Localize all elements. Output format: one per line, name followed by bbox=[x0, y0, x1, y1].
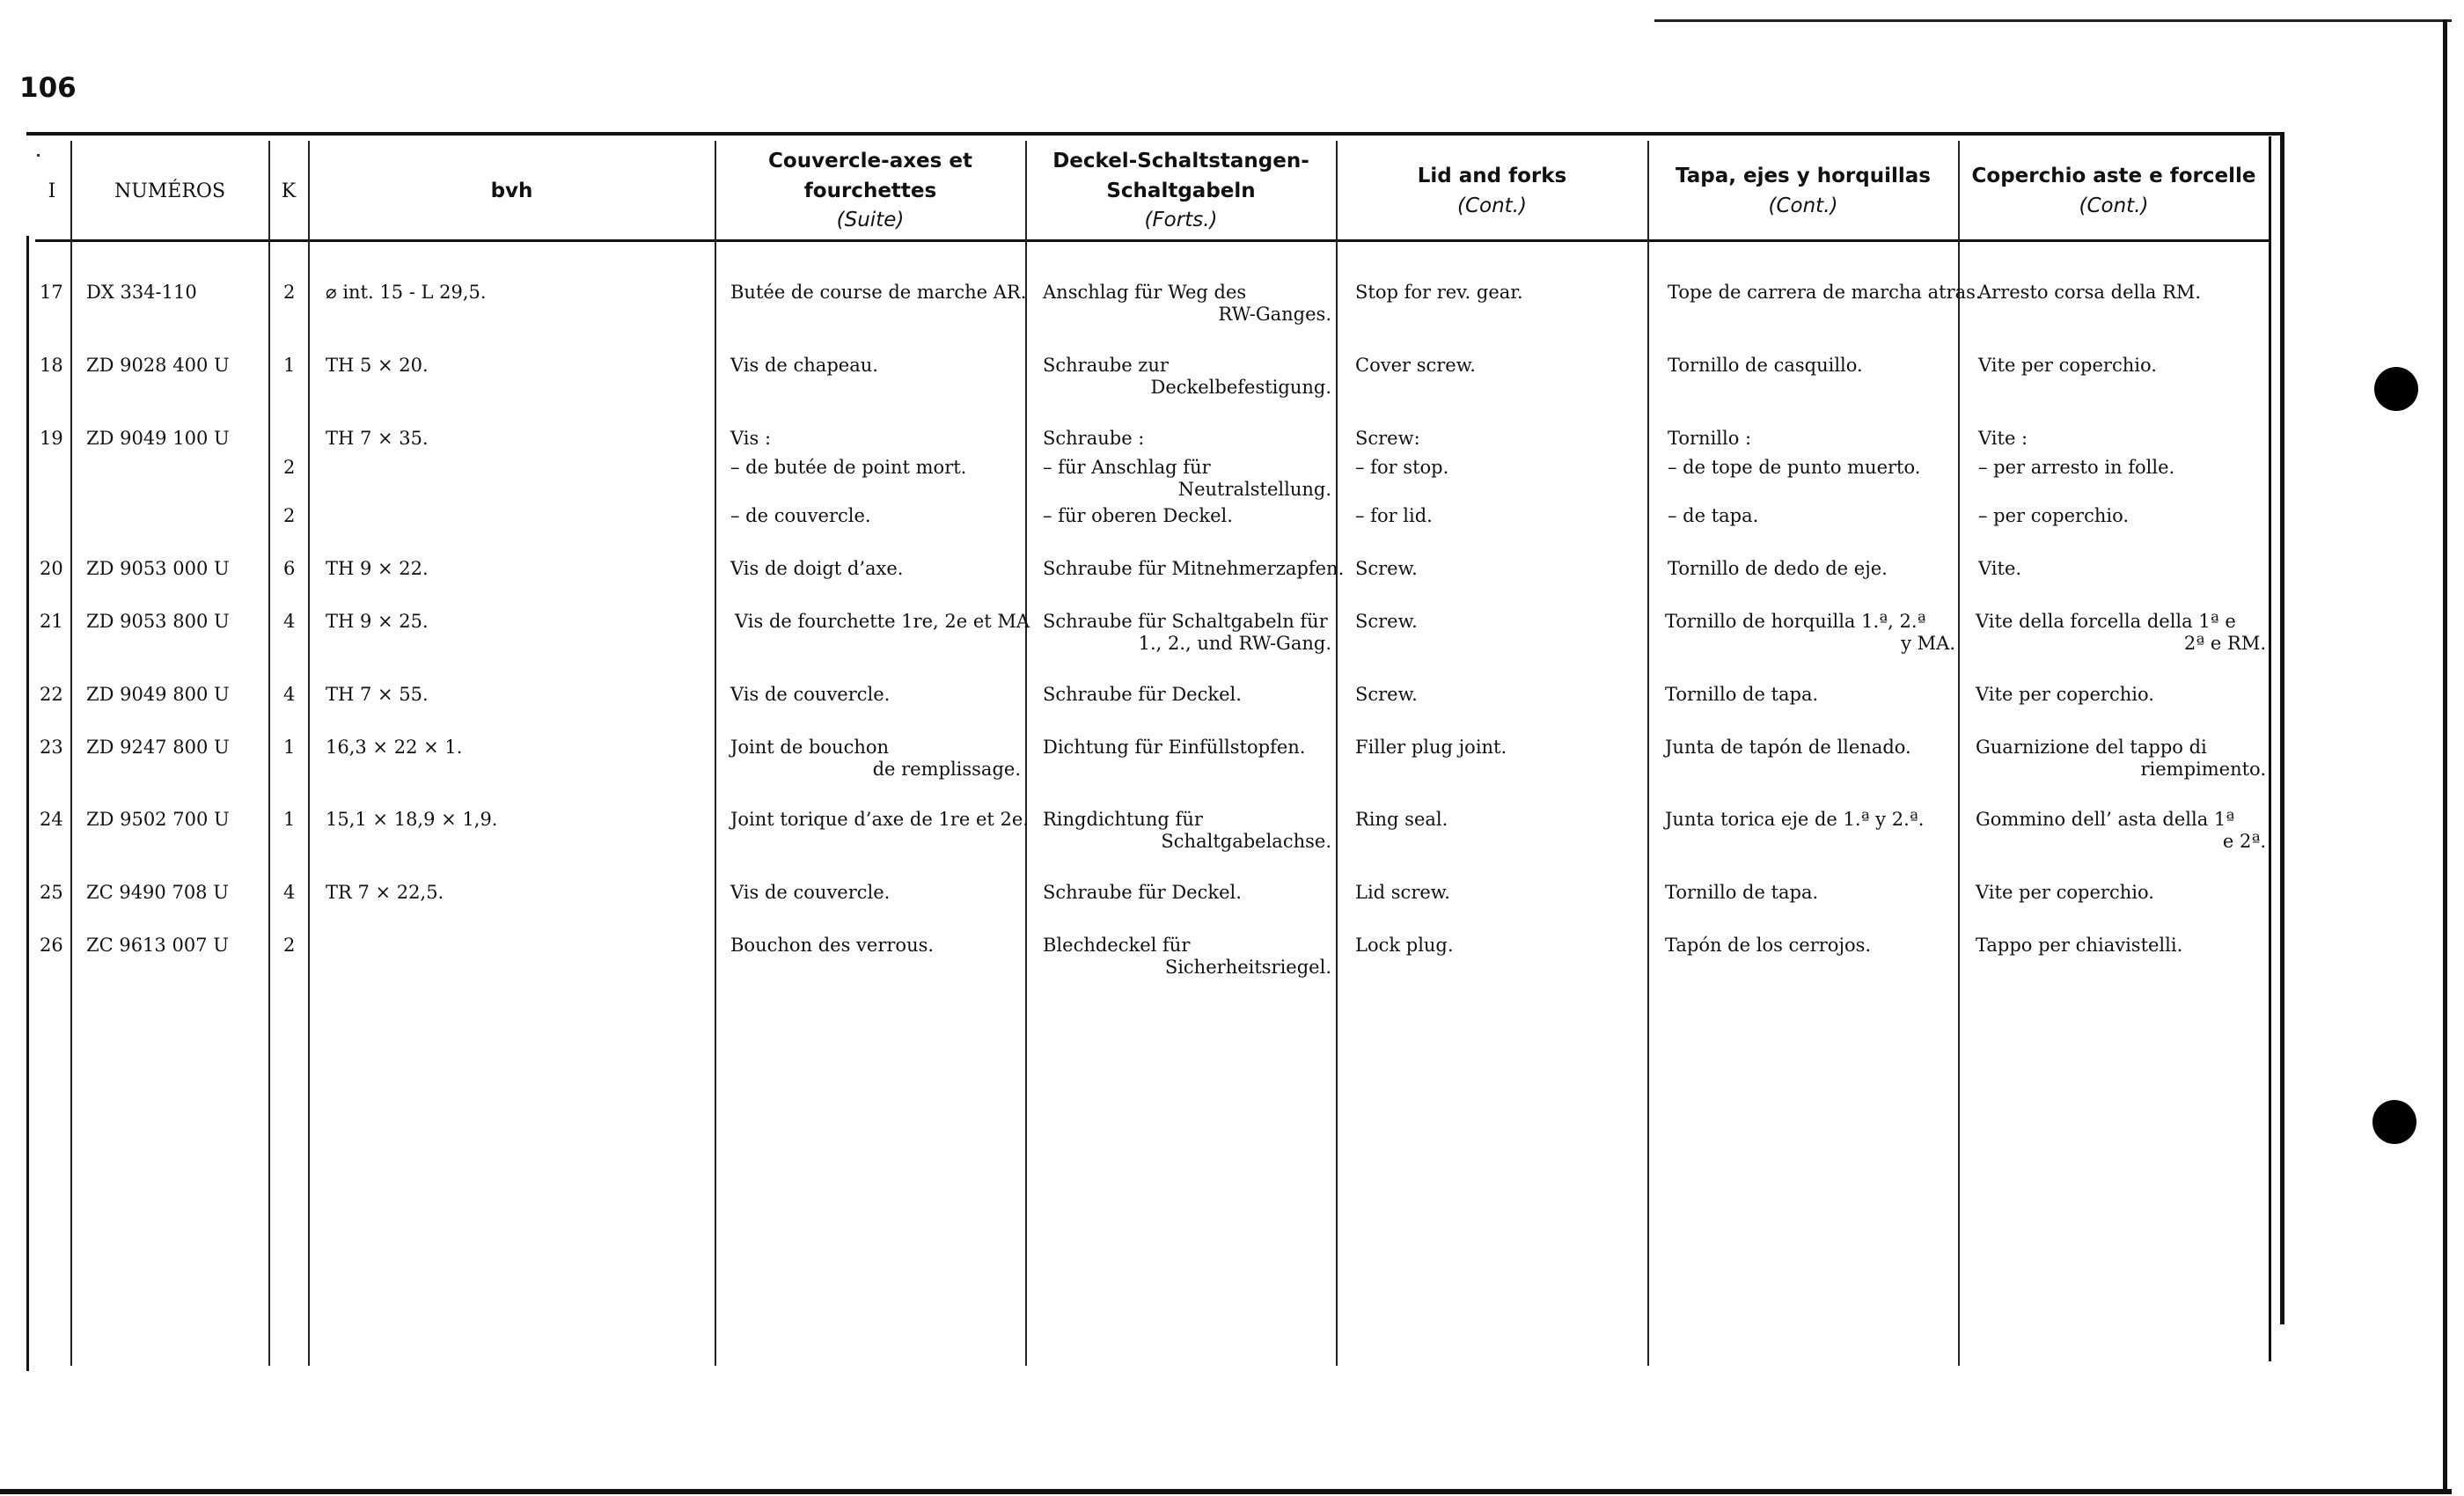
cell-spanish: – de tope de punto muerto. bbox=[1668, 457, 1921, 478]
cell-bvh: 15,1 × 18,9 × 1,9. bbox=[326, 809, 498, 830]
cell-index: 20 bbox=[40, 558, 63, 579]
cell-part-number: ZC 9613 007 U bbox=[86, 935, 229, 956]
punch-hole bbox=[2372, 1100, 2416, 1144]
cell-spanish: Tornillo de horquilla 1.ª, 2.ª bbox=[1665, 611, 1926, 632]
cell-english: Ring seal. bbox=[1355, 809, 1448, 830]
cell-italian: Vite. bbox=[1978, 558, 2022, 579]
cell-italian: Vite per coperchio. bbox=[1976, 684, 2154, 705]
cell-english: Lid screw. bbox=[1355, 882, 1450, 903]
cell-quantity: 1 bbox=[283, 809, 296, 830]
cell-english: – for lid. bbox=[1355, 505, 1433, 526]
cell-german: Anschlag für Weg des bbox=[1043, 282, 1247, 303]
cell-part-number: ZD 9049 800 U bbox=[86, 684, 230, 705]
cell-part-number: ZD 9049 100 U bbox=[86, 428, 230, 449]
cell-italian: – per arresto in folle. bbox=[1978, 457, 2175, 478]
cell-part-number: ZD 9502 700 U bbox=[86, 809, 230, 830]
column-divider bbox=[715, 141, 716, 1366]
cell-quantity: 1 bbox=[283, 737, 296, 758]
cell-bvh: TH 7 × 35. bbox=[326, 428, 429, 449]
table-frame-right bbox=[2280, 132, 2284, 1324]
cell-french: Joint de bouchon bbox=[730, 737, 890, 758]
cell-italian-cont: e 2ª. bbox=[2222, 831, 2266, 852]
column-divider bbox=[268, 141, 270, 1366]
cell-bvh: ⌀ int. 15 - L 29,5. bbox=[326, 282, 487, 303]
cell-part-number: DX 334-110 bbox=[86, 282, 197, 303]
cell-bvh: TH 9 × 25. bbox=[326, 611, 429, 632]
cell-german-cont: Neutralstellung. bbox=[1177, 479, 1331, 500]
cell-french: – de butée de point mort. bbox=[730, 457, 967, 478]
header-numeros: NUMÉROS bbox=[114, 180, 226, 202]
cell-bvh: TH 5 × 20. bbox=[326, 355, 429, 376]
cell-german: Schraube zur bbox=[1043, 355, 1169, 376]
cell-german: Dichtung für Einfüllstopfen. bbox=[1043, 737, 1306, 758]
cell-french: Bouchon des verrous. bbox=[730, 935, 935, 956]
table-frame-top bbox=[26, 132, 2284, 136]
header-bvh: bvh bbox=[490, 179, 533, 202]
cell-french: Vis de doigt d’axe. bbox=[730, 558, 904, 579]
cell-french: Vis de fourchette 1re, 2e et MA bbox=[735, 611, 1030, 632]
column-divider bbox=[1958, 141, 1960, 1366]
cell-english: Screw. bbox=[1355, 684, 1418, 705]
column-divider bbox=[70, 141, 72, 1366]
cell-index: 26 bbox=[40, 935, 63, 956]
cell-bvh: TH 7 × 55. bbox=[326, 684, 429, 705]
header-index: I bbox=[48, 180, 56, 202]
cell-index: 19 bbox=[40, 428, 63, 449]
cell-index: 24 bbox=[40, 809, 63, 830]
cell-french: Vis de couvercle. bbox=[730, 882, 891, 903]
cell-index: 17 bbox=[40, 282, 63, 303]
header-rule bbox=[35, 239, 2270, 242]
cell-italian: Vite per coperchio. bbox=[1976, 882, 2154, 903]
cell-german: Ringdichtung für bbox=[1043, 809, 1203, 830]
cell-german: – für Anschlag für bbox=[1043, 457, 1211, 478]
cell-german-cont: RW-Ganges. bbox=[1218, 304, 1331, 325]
cell-german-cont: 1., 2., und RW-Gang. bbox=[1138, 633, 1331, 654]
page-number: 106 bbox=[19, 72, 77, 104]
cell-spanish: Tapón de los cerrojos. bbox=[1665, 935, 1872, 956]
cell-index: 21 bbox=[40, 611, 63, 632]
header-french: Couvercle-axes et fourchettes (Suite) bbox=[768, 150, 972, 232]
cell-spanish: Tornillo de dedo de eje. bbox=[1668, 558, 1888, 579]
cell-index: 18 bbox=[40, 355, 63, 376]
cell-italian: Tappo per chiavistelli. bbox=[1976, 935, 2183, 956]
cell-spanish: Junta de tapón de llenado. bbox=[1665, 737, 1911, 758]
cell-quantity: 2 bbox=[283, 505, 296, 526]
cell-part-number: ZD 9053 800 U bbox=[86, 611, 230, 632]
cell-italian: Arresto corsa della RM. bbox=[1978, 282, 2202, 303]
cell-bvh: 16,3 × 22 × 1. bbox=[326, 737, 463, 758]
cell-quantity: 2 bbox=[283, 457, 296, 478]
cell-quantity: 2 bbox=[283, 282, 296, 303]
cell-german: Schraube für Deckel. bbox=[1043, 684, 1242, 705]
column-divider bbox=[1647, 141, 1649, 1366]
cell-french: Vis de chapeau. bbox=[730, 355, 878, 376]
cell-bvh: TR 7 × 22,5. bbox=[326, 882, 444, 903]
column-divider bbox=[1336, 141, 1338, 1366]
cell-index: 25 bbox=[40, 882, 63, 903]
cell-english: Screw. bbox=[1355, 611, 1418, 632]
cell-quantity: 4 bbox=[283, 611, 296, 632]
cell-italian: Vite per coperchio. bbox=[1978, 355, 2157, 376]
cell-english: Screw: bbox=[1355, 428, 1420, 449]
cell-german: Blechdeckel für bbox=[1043, 935, 1191, 956]
cell-index: 22 bbox=[40, 684, 63, 705]
cell-part-number: ZC 9490 708 U bbox=[86, 882, 229, 903]
cell-spanish: Tornillo de casquillo. bbox=[1668, 355, 1863, 376]
cell-italian-cont: riempimento. bbox=[2140, 759, 2266, 780]
cell-german-cont: Deckelbefestigung. bbox=[1150, 377, 1331, 398]
cell-german: Schraube für Mitnehmerzapfen. bbox=[1043, 558, 1345, 579]
cell-quantity: 4 bbox=[283, 882, 296, 903]
header-k: K bbox=[281, 180, 297, 202]
cell-french: Butée de course de marche AR. bbox=[730, 282, 1027, 303]
cell-french: Joint torique d’axe de 1re et 2e. bbox=[730, 809, 1029, 830]
cell-quantity: 6 bbox=[283, 558, 296, 579]
cell-english: Screw. bbox=[1355, 558, 1418, 579]
cell-bvh: TH 9 × 22. bbox=[326, 558, 429, 579]
cell-german: Schraube für Deckel. bbox=[1043, 882, 1242, 903]
header-english: Lid and forks (Cont.) bbox=[1417, 165, 1567, 217]
header-spanish: Tapa, ejes y horquillas (Cont.) bbox=[1676, 165, 1931, 217]
cell-italian-cont: 2ª e RM. bbox=[2183, 633, 2266, 654]
cell-french: – de couvercle. bbox=[730, 505, 871, 526]
cell-italian: Guarnizione del tappo di bbox=[1976, 737, 2207, 758]
cell-french: Vis de couvercle. bbox=[730, 684, 891, 705]
cell-spanish: Junta torica eje de 1.ª y 2.ª. bbox=[1665, 809, 1925, 830]
cell-spanish: Tope de carrera de marcha atras. bbox=[1668, 282, 1982, 303]
cell-french: Vis : bbox=[730, 428, 772, 449]
cell-quantity: 4 bbox=[283, 684, 296, 705]
punch-hole bbox=[2374, 367, 2418, 411]
cell-english: Stop for rev. gear. bbox=[1355, 282, 1523, 303]
cell-italian: Vite : bbox=[1978, 428, 2028, 449]
cell-german-cont: Sicherheitsriegel. bbox=[1164, 957, 1331, 978]
table-frame-left bbox=[26, 236, 29, 1371]
cell-english: Cover screw. bbox=[1355, 355, 1476, 376]
cell-italian: Vite della forcella della 1ª e bbox=[1976, 611, 2236, 632]
cell-english: – for stop. bbox=[1355, 457, 1449, 478]
cell-quantity: 2 bbox=[283, 935, 296, 956]
cell-spanish: Tornillo de tapa. bbox=[1665, 684, 1819, 705]
cell-spanish: Tornillo de tapa. bbox=[1665, 882, 1819, 903]
column-divider bbox=[1025, 141, 1027, 1366]
page-border-right bbox=[2443, 19, 2447, 1493]
top-rule bbox=[1654, 19, 2452, 22]
column-divider bbox=[308, 141, 310, 1366]
cell-german: Schraube : bbox=[1043, 428, 1145, 449]
cell-french-cont: de remplissage. bbox=[872, 759, 1021, 780]
header-italian: Coperchio aste e forcelle (Cont.) bbox=[1971, 165, 2256, 217]
cell-spanish-cont: y MA. bbox=[1901, 633, 1955, 654]
cell-english: Lock plug. bbox=[1355, 935, 1454, 956]
cell-english: Filler plug joint. bbox=[1355, 737, 1507, 758]
cell-index: 23 bbox=[40, 737, 63, 758]
cell-italian: – per coperchio. bbox=[1978, 505, 2130, 526]
cell-part-number: ZD 9247 800 U bbox=[86, 737, 230, 758]
page-border-bottom bbox=[0, 1489, 2452, 1494]
header-german: Deckel-Schaltstangen- Schaltgabeln (Forts.) bbox=[1052, 150, 1309, 232]
cell-spanish: Tornillo : bbox=[1668, 428, 1752, 449]
cell-spanish: – de tapa. bbox=[1668, 505, 1759, 526]
cell-italian: Gommino dell’ asta della 1ª bbox=[1976, 809, 2235, 830]
table-inner-right bbox=[2269, 136, 2271, 1361]
cell-part-number: ZD 9053 000 U bbox=[86, 558, 230, 579]
cell-part-number: ZD 9028 400 U bbox=[86, 355, 230, 376]
cell-quantity: 1 bbox=[283, 355, 296, 376]
cell-german: Schraube für Schaltgabeln für bbox=[1043, 611, 1328, 632]
cell-german: – für oberen Deckel. bbox=[1043, 505, 1233, 526]
cell-german-cont: Schaltgabelachse. bbox=[1161, 831, 1331, 852]
